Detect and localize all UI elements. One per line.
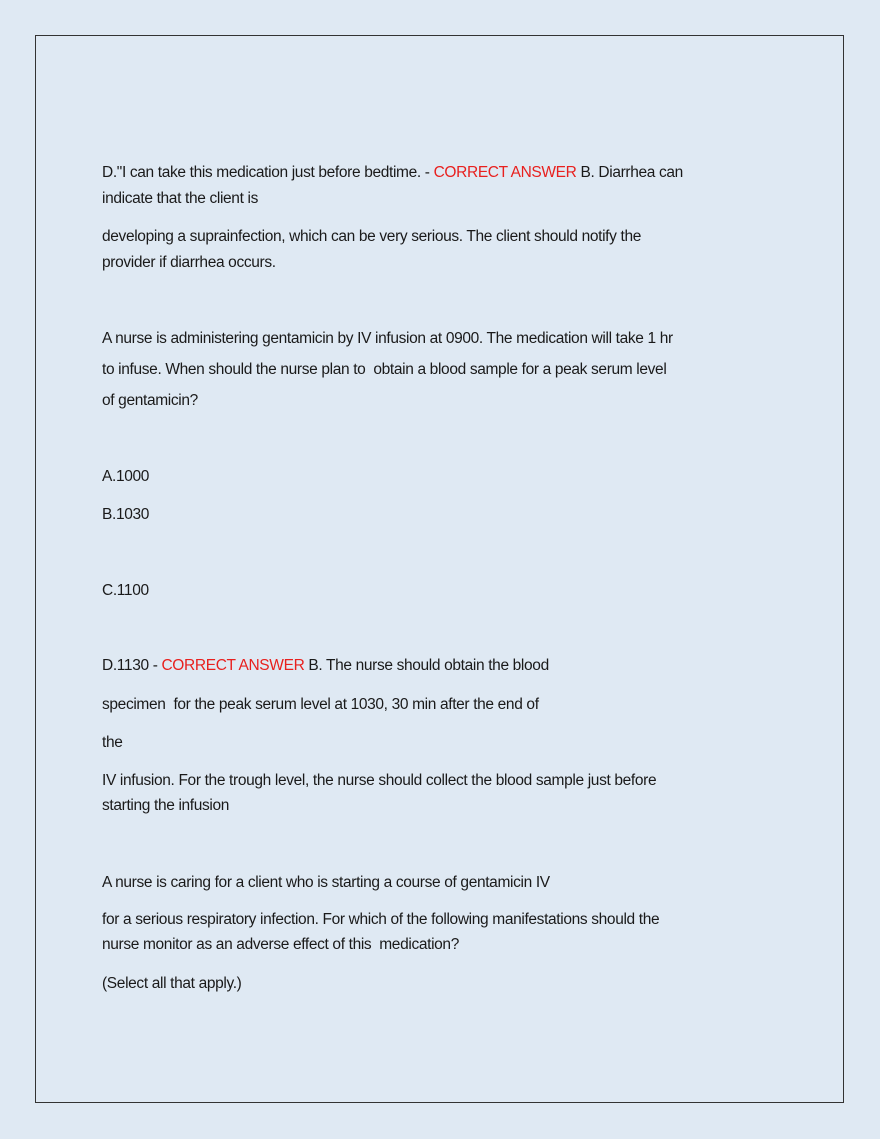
correct-answer-label: CORRECT ANSWER bbox=[161, 657, 305, 674]
text-line: provider if diarrhea occurs. bbox=[102, 254, 276, 271]
text-line: indicate that the client is bbox=[102, 190, 258, 207]
question-text: to infuse. When should the nurse plan to obtain a blood sample for a peak serum level bbox=[102, 361, 667, 378]
question-text: A nurse is administering gentamicin by IV infusion at 0900. The medication will take 1 hr bbox=[102, 330, 673, 347]
text-line: IV infusion. For the trough level, the nurse should collect the blood sample just before bbox=[102, 772, 657, 789]
option-c: C.1100 bbox=[102, 582, 149, 599]
question-text: of gentamicin? bbox=[102, 392, 198, 409]
text-line: developing a suprainfection, which can be very serious. The client should notify the bbox=[102, 228, 641, 245]
text-line: the bbox=[102, 734, 123, 751]
question-text: nurse monitor as an adverse effect of this medication? bbox=[102, 936, 459, 953]
option-a: A.1000 bbox=[102, 468, 150, 485]
option-d-text: D.1130 - bbox=[102, 657, 162, 674]
question-instruction: (Select all that apply.) bbox=[102, 975, 242, 992]
answer-suffix: B. The nurse should obtain the blood bbox=[304, 657, 549, 674]
question-text: A nurse is caring for a client who is starting a course of gentamicin IV bbox=[102, 874, 550, 891]
q1-answer-line1 bbox=[102, 163, 683, 183]
answer-prefix: D."I can take this medication just before bedtime. - bbox=[102, 164, 434, 181]
option-d bbox=[102, 656, 549, 676]
correct-answer-label: CORRECT ANSWER bbox=[433, 164, 577, 181]
text-line: specimen for the peak serum level at 1030, 30 min after the end of bbox=[102, 696, 539, 713]
option-b: B.1030 bbox=[102, 506, 150, 523]
question-text: for a serious respiratory infection. For which of the following manifestations should the bbox=[102, 911, 660, 928]
answer-suffix: B. Diarrhea can bbox=[576, 164, 683, 181]
text-line: starting the infusion bbox=[102, 797, 230, 814]
